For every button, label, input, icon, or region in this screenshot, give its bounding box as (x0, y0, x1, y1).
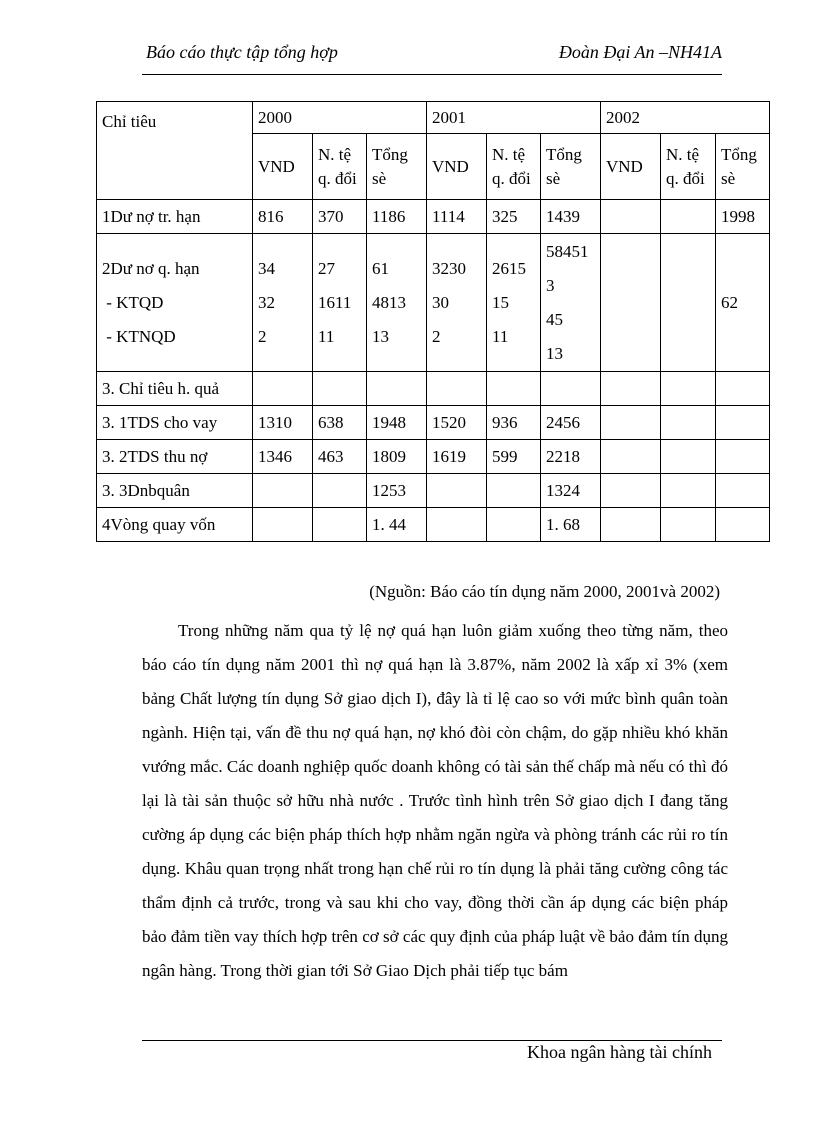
table-cell (716, 440, 770, 474)
table-cell: 1114 (427, 200, 487, 234)
table-cell: 1253 (367, 474, 427, 508)
table-cell: 2218 (541, 440, 601, 474)
body-paragraph: Trong những năm qua tỷ lệ nợ quá hạn luôn giảm xuống theo từng năm, theo báo cáo tín dụng năm 2001 thì nợ quá hạn là 3.87%, năm 2002 là xấp xỉ 3% (xem bảng Chất lượng tín dụng Sở giao dịch I), đây là tỉ lệ cao so với mức bình quân toàn ngành. Hiện tại, vấn đề thu nợ quá hạn, nợ khó đòi còn chậm, do gặp nhiều khó khăn vướng mắc. Các doanh nghiệp quốc doanh không có tài sản thế chấp mà nếu có thì đó lại là tài sản thuộc sở hữu nhà nước . Trước tình hình trên Sở giao dịch I đang tăng cường áp dụng các biện pháp thích hợp nhằm ngăn ngừa và phòng tránh các rủi ro tín dụng. Khâu quan trọng nhất trong hạn chế rủi ro tín dụng là phải tăng cường công tác thẩm định cả trước, trong và sau khi cho vay, đồng thời cần áp dụng các biện pháp bảo đảm tiền vay thích hợp trên cơ sở các quy định của pháp luật về bảo đảm tín dụng ngân hàng. Trong thời gian tới Sở Giao Dịch phải tiếp tục bám (142, 621, 728, 980)
col-nte (313, 134, 367, 200)
col-vnd: VND (253, 134, 313, 200)
table-cell (601, 372, 661, 406)
table-cell (487, 508, 541, 542)
table-cell (541, 372, 601, 406)
table-cell (601, 440, 661, 474)
table-cell: 1439 (541, 200, 601, 234)
cell-line: 13 (546, 343, 563, 363)
table-cell: 599 (487, 440, 541, 474)
table-cell: 1520 (427, 406, 487, 440)
table-cell (716, 508, 770, 542)
table-cell (487, 234, 541, 372)
footer-rule (142, 1040, 722, 1041)
table-cell: 325 (487, 200, 541, 234)
cell-line: 4813 (372, 292, 406, 312)
page-footer: Khoa ngân hàng tài chính (527, 1042, 712, 1062)
table-cell (253, 508, 313, 542)
cell-line: 2 (432, 326, 441, 346)
table-cell: 1619 (427, 440, 487, 474)
table-cell (716, 406, 770, 440)
table-cell: 1346 (253, 440, 313, 474)
cell-line: 13 (372, 326, 389, 346)
table-cell: 1. 44 (367, 508, 427, 542)
cell-line: 2 (258, 326, 267, 346)
table-cell (427, 372, 487, 406)
col-nte-line1: N. tệ (666, 144, 700, 164)
source-note: (Nguồn: Báo cáo tín dụng năm 2000, 2001và 2002) (369, 582, 720, 601)
table-cell: 1310 (253, 406, 313, 440)
cell-line: 34 (258, 258, 275, 278)
cell-line: 61 (372, 258, 389, 278)
table-row (97, 440, 770, 474)
row-label: 3. Chỉ tiêu h. quả (97, 372, 253, 406)
table-cell (661, 406, 716, 440)
cell-line: 27 (318, 258, 335, 278)
col-tong-line2: sè (721, 168, 736, 188)
row-label: 1Dư nợ tr. hạn (97, 200, 253, 234)
table-cell (601, 508, 661, 542)
row-label: 3. 2TDS thu nợ (97, 440, 253, 474)
table-cell (661, 440, 716, 474)
cell-line: 58451 (546, 241, 589, 261)
table-cell (601, 200, 661, 234)
table-cell (313, 508, 367, 542)
col-nte (661, 134, 716, 200)
table-cell (487, 372, 541, 406)
row-label (97, 234, 253, 372)
cell-line: 15 (492, 292, 509, 312)
table-cell: 463 (313, 440, 367, 474)
table-cell: 1324 (541, 474, 601, 508)
row-label-line: 2Dư nơ q. hạn (102, 258, 200, 278)
col-vnd: VND (427, 134, 487, 200)
label-header: Chỉ tiêu (97, 102, 253, 200)
table-cell (661, 474, 716, 508)
table-cell: 62 (716, 234, 770, 372)
table-cell (253, 474, 313, 508)
cell-line: 11 (318, 326, 335, 346)
col-nte-line1: N. tệ (492, 144, 526, 164)
col-nte-line1: N. tệ (318, 144, 352, 164)
col-tong-line1: Tổng (372, 144, 408, 164)
table-cell (253, 372, 313, 406)
table-cell: 1186 (367, 200, 427, 234)
cell-line: 3 (546, 275, 555, 295)
row-label: 4Vòng quay vốn (97, 508, 253, 542)
table-cell: 1. 68 (541, 508, 601, 542)
table-cell: 370 (313, 200, 367, 234)
year-header: 2002 (601, 102, 770, 134)
table-cell (601, 474, 661, 508)
col-nte-line2: q. đổi (318, 168, 357, 188)
cell-line: 30 (432, 292, 449, 312)
table-row (97, 200, 770, 234)
col-nte-line2: q. đổi (666, 168, 705, 188)
cell-line: 11 (492, 326, 509, 346)
cell-line: 3230 (432, 258, 466, 278)
col-tong-line2: sè (372, 168, 387, 188)
col-tong (367, 134, 427, 200)
table-cell (313, 474, 367, 508)
table-cell: 816 (253, 200, 313, 234)
table-cell (601, 406, 661, 440)
table-cell (661, 200, 716, 234)
table-cell: 1809 (367, 440, 427, 474)
year-header: 2001 (427, 102, 601, 134)
table-cell: 936 (487, 406, 541, 440)
row-label-line: - KTQD (102, 292, 164, 312)
table-cell (313, 234, 367, 372)
table-cell (661, 234, 716, 372)
table-cell (661, 508, 716, 542)
credit-table (96, 101, 770, 542)
table-cell (601, 234, 661, 372)
col-nte-line2: q. đổi (492, 168, 531, 188)
table-cell (487, 474, 541, 508)
year-header: 2000 (253, 102, 427, 134)
table-row (97, 406, 770, 440)
table-cell (541, 234, 601, 372)
row-label: 3. 1TDS cho vay (97, 406, 253, 440)
row-label: 3. 3Dnbquân (97, 474, 253, 508)
table-row (97, 508, 770, 542)
col-tong (541, 134, 601, 200)
col-tong-line1: Tổng (546, 144, 582, 164)
table-cell (253, 234, 313, 372)
page-header (142, 40, 722, 68)
table-cell (661, 372, 716, 406)
table-row (97, 372, 770, 406)
table-cell (367, 234, 427, 372)
table-cell (427, 474, 487, 508)
cell-line: 2615 (492, 258, 526, 278)
cell-line: 45 (546, 309, 563, 329)
col-vnd: VND (601, 134, 661, 200)
cell-line: 1611 (318, 292, 352, 312)
col-tong-line2: sè (546, 168, 561, 188)
col-tong (716, 134, 770, 200)
header-rule (142, 74, 722, 75)
table-row (97, 474, 770, 508)
table-cell (716, 372, 770, 406)
table-cell (427, 234, 487, 372)
col-tong-line1: Tổng (721, 144, 757, 164)
header-title: Báo cáo thực tập tổng hợp (146, 42, 338, 62)
row-label-line: - KTNQD (102, 326, 176, 346)
table-cell: 638 (313, 406, 367, 440)
table-cell (427, 508, 487, 542)
table-cell: 1948 (367, 406, 427, 440)
col-nte (487, 134, 541, 200)
table-cell (313, 372, 367, 406)
table-cell (716, 474, 770, 508)
table-row (97, 234, 770, 372)
table-cell (367, 372, 427, 406)
table-cell: 2456 (541, 406, 601, 440)
table-cell: 1998 (716, 200, 770, 234)
header-author: Đoàn Đại An –NH41A (558, 42, 722, 62)
cell-line: 32 (258, 292, 275, 312)
